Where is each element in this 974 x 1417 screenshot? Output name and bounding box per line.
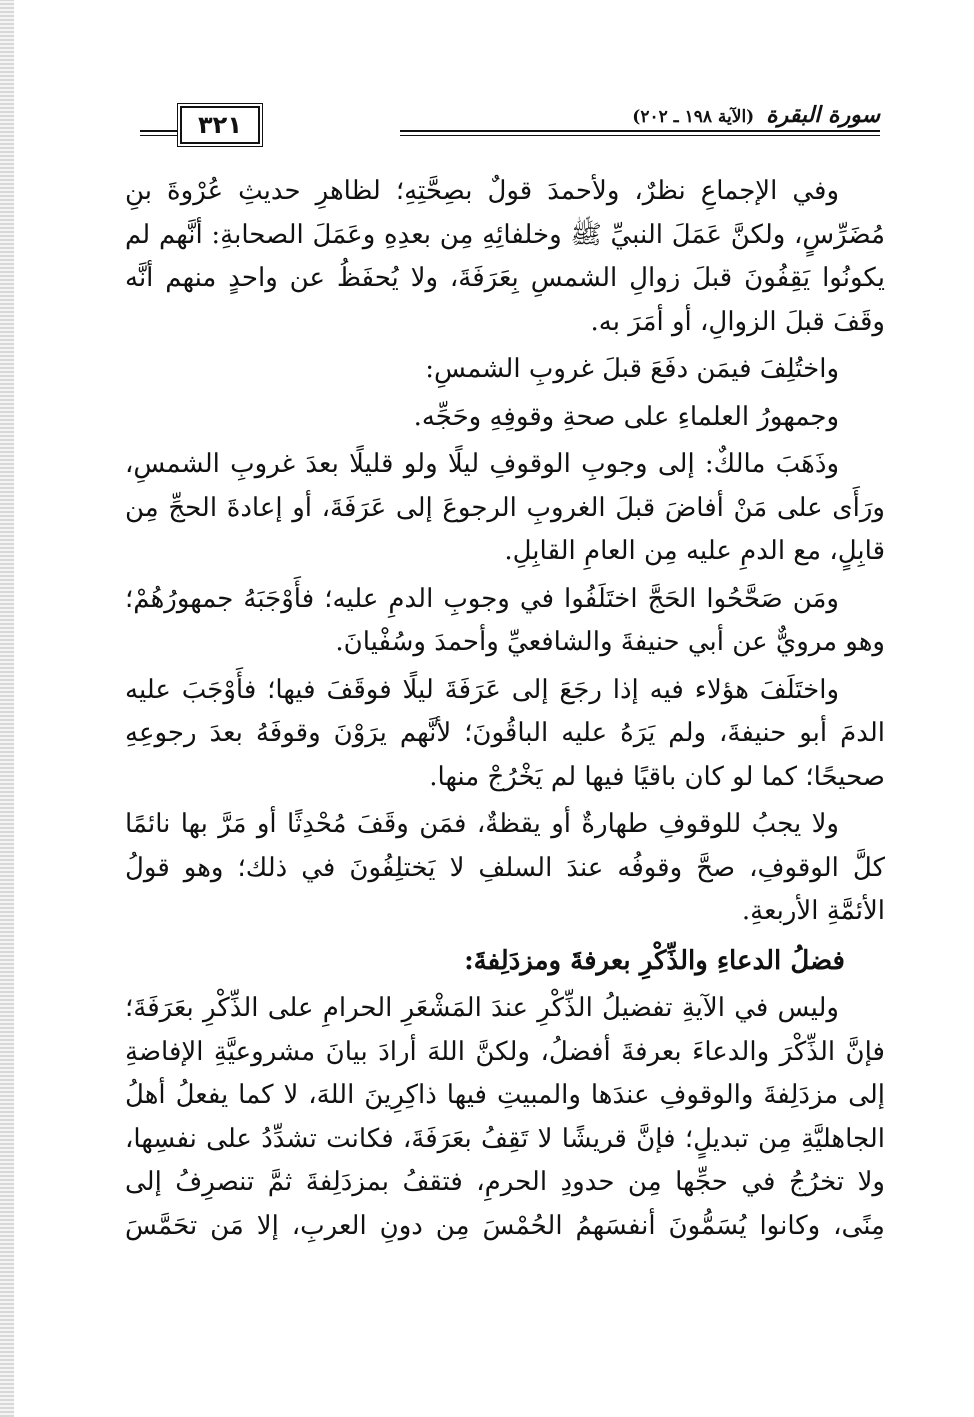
header-rule xyxy=(400,130,880,132)
paragraph: وليس في الآيةِ تفضيلُ الذِّكْرِ عندَ المَشْعَرِ الحرامِ على الذِّكْرِ بعَرَفَةَ؛ فإنَّ الذِّكْرَ والدعاءَ بعرفةَ أفضلُ، ولكنَّ اللهَ أرادَ بيانَ مشروعيَّةِ الإفاضةِ إلى مزدَلِفةَ والوقوفِ عندَها والمبيتِ فيها ذاكِرِينَ اللهَ، لا كما يفعلُ أهلُ الجاهليَّةِ مِن تبديلٍ؛ فإنَّ قريشًا لا تَقِفُ بعَرَفَةَ، فكانت تشدِّدُ على نفسِها، ولا تخرُجُ في حجِّها مِن حدودِ الحرمِ، فتقفُ بمزدَلِفةَ ثمَّ تنصرِفُ إلى مِنًى، وكانوا يُسَمُّونَ أنفسَهمُ الحُمْسَ مِن دونِ العربِ، إلا مَن تحَمَّسَ xyxy=(125,993,885,1241)
page-body xyxy=(125,170,885,1330)
paragraph: وجمهورُ العلماءِ على صحةِ وقوفِهِ وحَجِّه. xyxy=(413,401,839,432)
paragraph: ولا يجبُ للوقوفِ طهارةٌ أو يقظةٌ، فمَن وقَفَ مُحْدِثًا أو مَرَّ بها نائمًا كلَّ الوقوفِ، صحَّ وقوفُه عندَ السلفِ لا يَختلِفُونَ في ذلك؛ وهو قولُ الأئمَّةِ الأربعةِ. xyxy=(125,809,885,926)
paragraph: واختُلِفَ فيمَن دفَعَ قبلَ غروبِ الشمسِ: xyxy=(425,354,839,384)
paragraph: ومَن صَحَّحُوا الحَجَّ اختَلَفُوا في وجوبِ الدمِ عليه؛ فأَوْجَبَهُ جمهورُهُمْ؛ وهو مرويٌّ عن أبي حنيفةَ والشافعيِّ وأحمدَ وسُفْيانَ. xyxy=(125,583,885,657)
header-rule xyxy=(400,135,880,136)
surah-name: سورة البقرة xyxy=(766,102,880,128)
page-number: ٣٢١ xyxy=(180,106,260,144)
paragraph: وذَهَبَ مالكٌ: إلى وجوبِ الوقوفِ ليلًا ولو قليلًا بعدَ غروبِ الشمسِ، ورَأَى على مَنْ أفاضَ قبلَ الغروبِ الرجوعَ إلى عَرَفَةَ، أو إعادةَ الحجِّ مِن قابِلٍ، مع الدمِ عليه مِن العامِ القابِلِ. xyxy=(125,449,885,566)
scan-edge xyxy=(0,0,14,1417)
paragraph: واختَلَفَ هؤلاء فيه إذا رجَعَ إلى عَرَفَةَ ليلًا فوقَفَ فيها؛ فأَوْجَبَ عليه الدمَ أبو حنيفةَ، ولم يَرَهُ عليه الباقُونَ؛ لأنَّهم يرَوْنَ وقوفَهُ بعدَ رجوعِهِ صحيحًا؛ كما لو كان باقيًا فيها لم يَخْرُجْ منها. xyxy=(125,674,885,792)
ayah-range: (الآية ١٩٨ ـ ٢٠٢) xyxy=(632,107,755,127)
header-rule xyxy=(140,130,178,132)
section-heading: فضلُ الدعاءِ والذِّكْرِ بعرفةَ ومزدَلِفةَ: xyxy=(464,945,845,976)
paragraph: وفي الإجماعِ نظرٌ، ولأحمدَ قولٌ بصِحَّتِهِ؛ لظاهرِ حديثِ عُرْوةَ بنِ مُضَرِّسٍ، ولكنَّ عَمَلَ النبيِّ ﷺ وخلفائِهِ مِن بعدِهِ وعَمَلَ الصحابةِ: أنَّهم لم يكونُوا يَقِفُونَ قبلَ زوالِ الشمسِ بِعَرَفَةَ، ولا يُحفَظُ عن واحدٍ منهم أنَّه وقَفَ قبلَ الزوالِ، أو أمَرَ به. xyxy=(125,176,885,337)
surah-title xyxy=(632,102,880,128)
header-rule xyxy=(140,135,178,136)
page-header xyxy=(140,104,880,144)
